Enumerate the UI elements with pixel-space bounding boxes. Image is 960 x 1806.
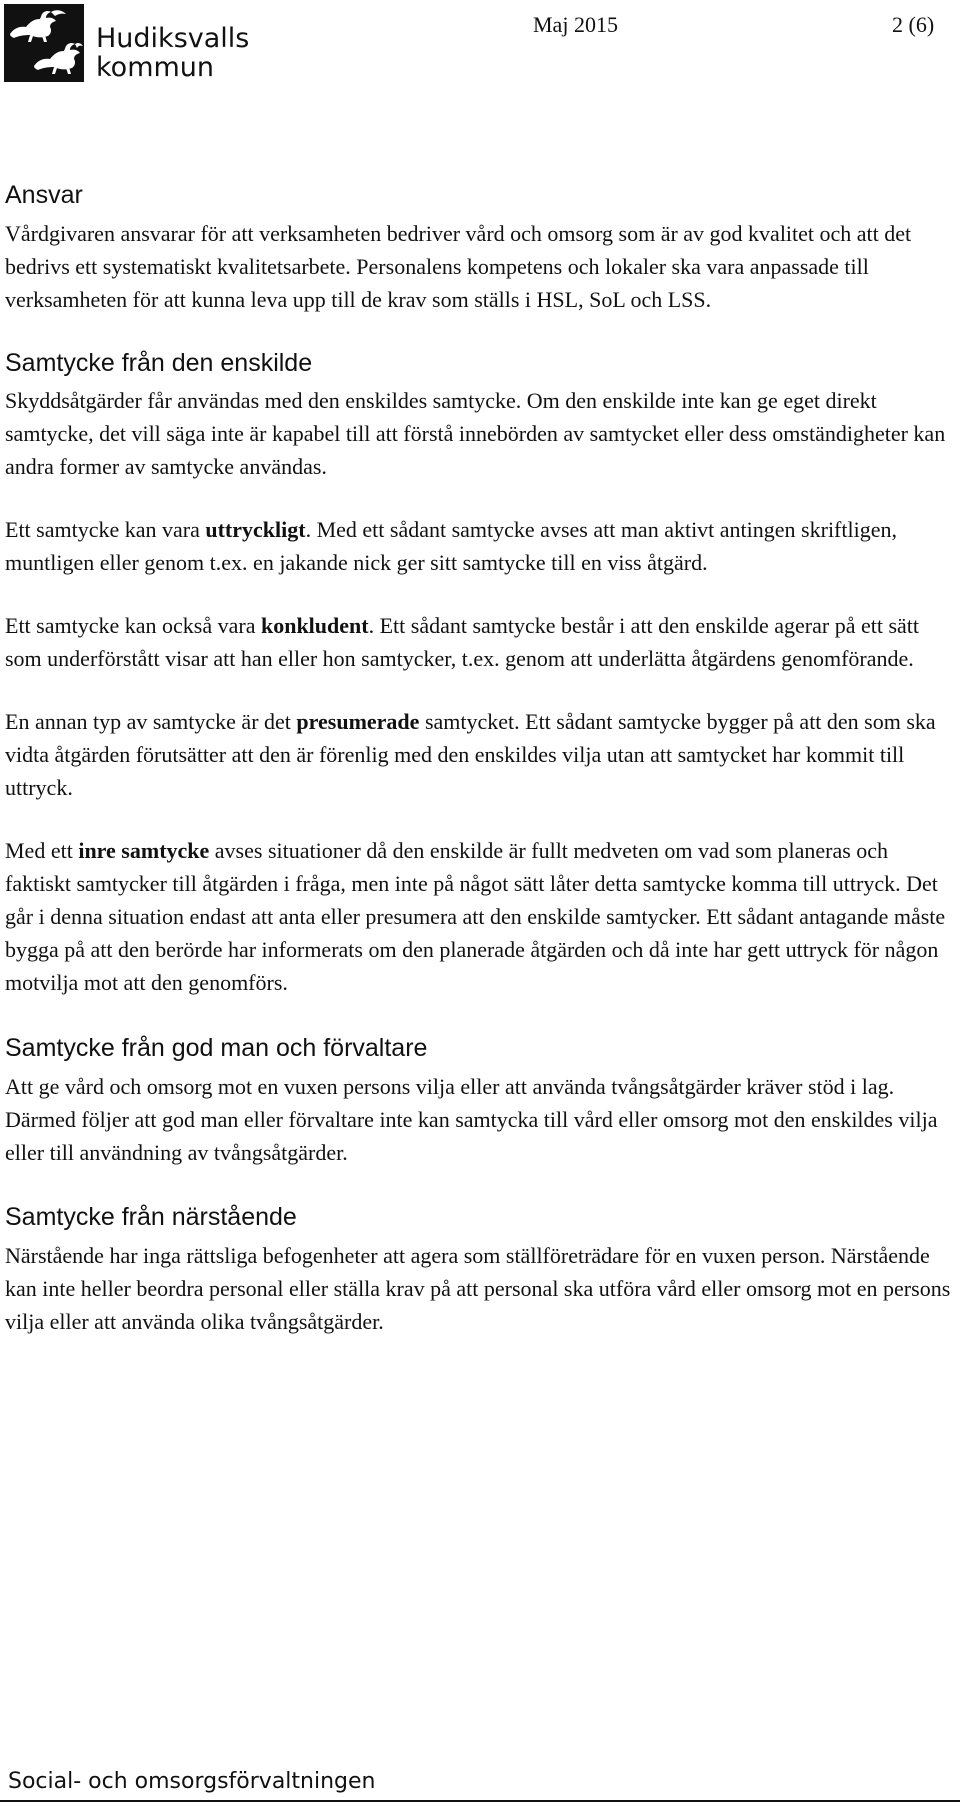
paragraph: Vårdgivaren ansvarar för att verksamheten bedriver vård och omsorg som är av god kvalitet och att det bedrivs ett systematiskt kvalitetsarbete. Personalens kompetens och lokaler ska vara anpassade till verksamheten för att kunna leva upp till de krav som ställs i HSL, SoL och LSS. bbox=[5, 221, 912, 312]
text-run: avses situationer då den enskilde är fullt medveten om vad som planeras och faktiskt samtycker till åtgärden i fråga, men inte på något sätt låter detta samtycke komma till uttryck. Det går i denna situation endast att anta eller presumera att den enskilde samtycker. Ett sådant antagande måste bygga på att den berörde har informerats om den planerade åtgärden och då inte har gett uttryck för någon motvilja mot att den genomförs. bbox=[5, 838, 946, 995]
goat-emblem-icon bbox=[4, 4, 84, 82]
bold-term: konkludent bbox=[260, 613, 369, 638]
bold-term: inre samtycke bbox=[78, 838, 210, 863]
footer-department: Social- och omsorgsförvaltningen bbox=[8, 1769, 376, 1794]
logo-wordmark bbox=[96, 24, 249, 82]
page-number: 2 (6) bbox=[892, 12, 935, 37]
paragraph: Skyddsåtgärder får användas med den enskildes samtycke. Om den enskilde inte kan ge eget direkt samtycke, det vill säga inte är kapabel till att förstå innebörden av samtycket eller dess omständigheter kan andra former av samtycke användas. bbox=[5, 388, 946, 479]
logo-line-2: kommun bbox=[96, 52, 215, 83]
text-run: Ett samtycke kan också vara bbox=[5, 613, 261, 638]
section-heading: Samtycke från god man och förvaltare bbox=[5, 1034, 428, 1062]
section-heading: Samtycke från närstående bbox=[5, 1203, 297, 1231]
paragraph: Närstående har inga rättsliga befogenheter att agera som ställföreträdare för en vuxen person. Närstående kan inte heller beordra personal eller ställa krav på att personal ska utföra vård eller omsorg mot en persons vilja eller att använda olika tvångsåtgärder. bbox=[5, 1243, 951, 1334]
text-run: samtycket. Ett sådant samtycke bygger på att den som ska vidta åtgärden förutsätter att den är förenlig med den enskildes vilja utan att samtycket har kommit till uttryck. bbox=[5, 709, 936, 800]
document-date: Maj 2015 bbox=[533, 12, 618, 37]
text-run: . Med ett sådant samtycke avses att man aktivt antingen skriftligen, muntligen eller genom t.ex. en jakande nick ger sitt samtycke till en viss åtgärd. bbox=[5, 517, 897, 575]
page-header bbox=[0, 0, 960, 90]
bold-term: presumerade bbox=[296, 709, 420, 734]
section-heading: Samtycke från den enskilde bbox=[5, 349, 313, 377]
text-run: En annan typ av samtycke är det bbox=[5, 709, 297, 734]
section-samtycke-narstaende bbox=[5, 1202, 955, 1338]
document-body bbox=[5, 180, 955, 1338]
paragraph-uttryckligt bbox=[5, 513, 955, 579]
paragraph-presumerade bbox=[5, 705, 955, 804]
paragraph: Att ge vård och omsorg mot en vuxen persons vilja eller att använda tvångsåtgärder kräver stöd i lag. Därmed följer att god man eller förvaltare inte kan samtycka till vård eller omsorg mot den enskildes vilja eller till användning av tvångsåtgärder. bbox=[5, 1074, 938, 1165]
section-samtycke-god-man bbox=[5, 1033, 955, 1169]
footer-divider bbox=[0, 1800, 960, 1802]
logo-line-1: Hudiksvalls bbox=[96, 23, 250, 54]
section-samtycke-enskilde bbox=[5, 348, 955, 999]
section-heading: Ansvar bbox=[5, 181, 83, 209]
text-run: Ett samtycke kan vara bbox=[5, 517, 206, 542]
paragraph-konkludent bbox=[5, 609, 955, 675]
municipality-logo bbox=[4, 4, 249, 82]
text-run: Med ett bbox=[5, 838, 79, 863]
text-run: . Ett sådant samtycke består i att den enskilde agerar på ett sätt som underförstått visar att han eller hon samtycker, t.ex. genom att underlätta åtgärdens genomförande. bbox=[5, 613, 920, 671]
bold-term: uttryckligt bbox=[205, 517, 306, 542]
paragraph-inre-samtycke bbox=[5, 834, 955, 999]
section-ansvar bbox=[5, 180, 955, 316]
